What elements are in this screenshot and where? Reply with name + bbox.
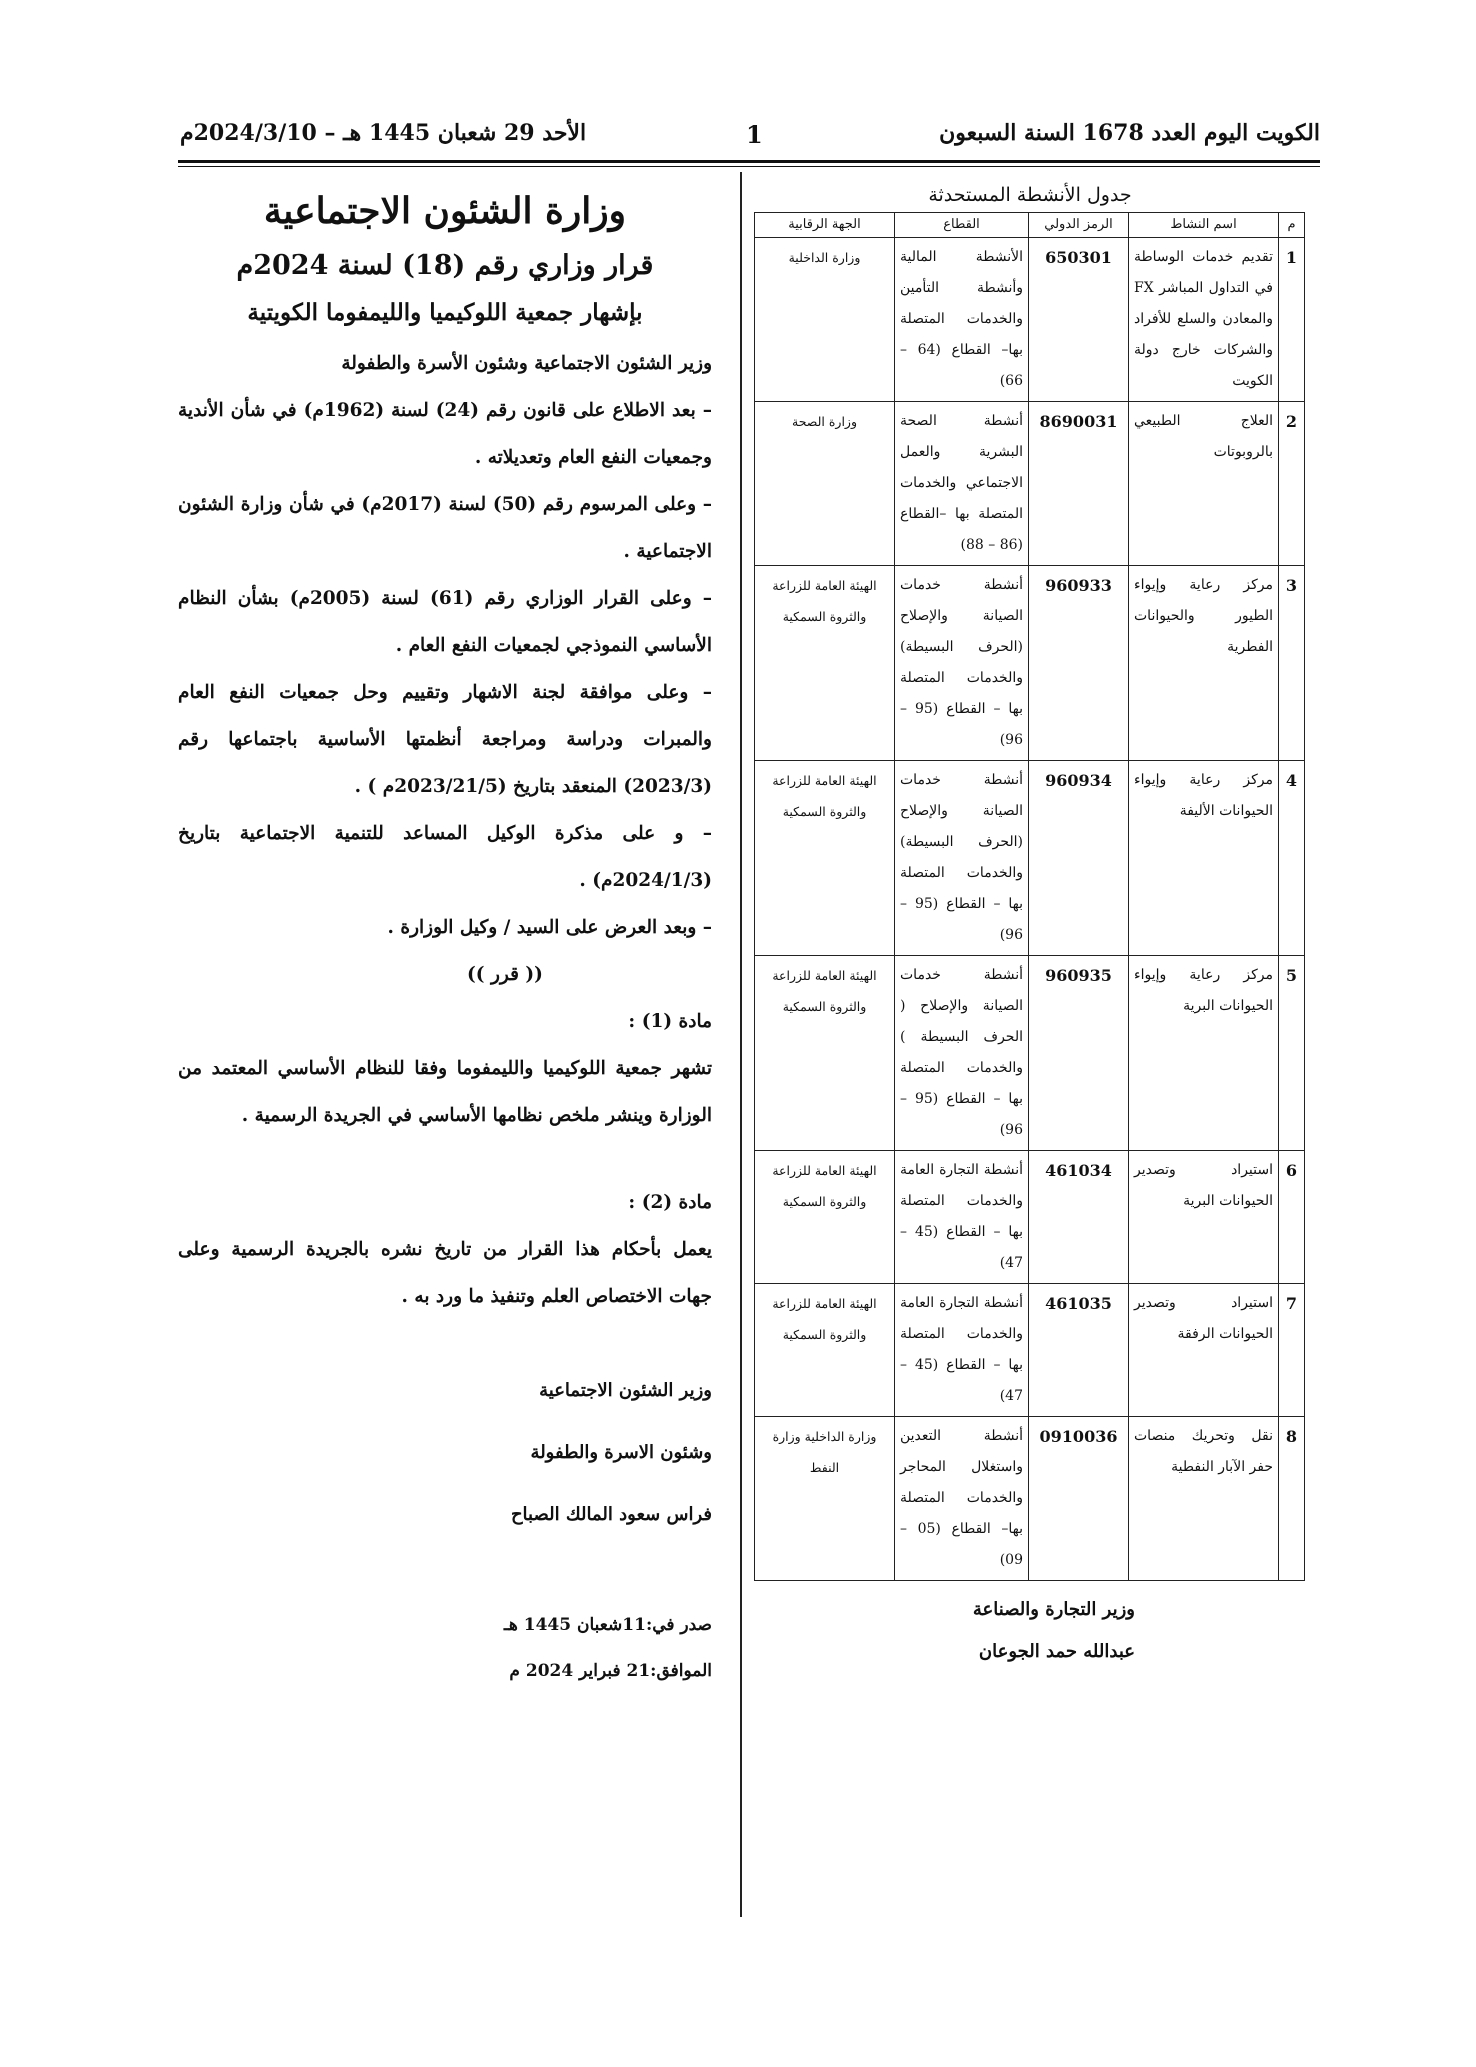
issue-dates bbox=[178, 1602, 712, 1694]
row-sector: أنشطة التجارة العامة والخدمات المتصلة بها – القطاع (45 – 47) bbox=[895, 1151, 1029, 1284]
row-name: مركز رعاية وإيواء الحيوانات الأليفة bbox=[1129, 761, 1279, 956]
row-sector: أنشطة خدمات الصيانة والإصلاح ( الحرف البسيطة ) والخدمات المتصلة بها – القطاع (95 – 96) bbox=[895, 956, 1029, 1151]
recital: – وعلى المرسوم رقم (50) لسنة (2017م) في شأن وزارة الشئون الاجتماعية . bbox=[178, 494, 712, 562]
row-num: 7 bbox=[1279, 1284, 1305, 1417]
spacer bbox=[178, 1139, 712, 1179]
signature-line: وزير الشئون الاجتماعية bbox=[539, 1380, 712, 1401]
table-row bbox=[755, 566, 1305, 761]
article-2-title: مادة (2) : bbox=[628, 1192, 712, 1213]
row-name: العلاج الطبيعي بالروبوتات bbox=[1129, 402, 1279, 566]
row-authority: وزارة الصحة bbox=[755, 402, 895, 566]
row-num: 4 bbox=[1279, 761, 1305, 956]
header-authority: الجهة الرقابية bbox=[755, 213, 895, 238]
recital: – وعلى موافقة لجنة الاشهار وتقييم وحل جمعيات النفع العام والمبرات ودراسة ومراجعة أنظمتها الأساسية باجتماعها رقم (2023/3) المنعقد بتاريخ (2023/21/5م ) . bbox=[178, 682, 712, 797]
row-authority: وزارة الداخلية وزارة النفط bbox=[755, 1417, 895, 1581]
row-num: 3 bbox=[1279, 566, 1305, 761]
row-authority: وزارة الداخلية bbox=[755, 238, 895, 402]
row-code: 960934 bbox=[1029, 761, 1129, 956]
corresponding-date: الموافق:21 فبراير 2024 م bbox=[509, 1661, 712, 1681]
header-num: م bbox=[1279, 213, 1305, 238]
row-name: استيراد وتصدير الحيوانات البرية bbox=[1129, 1151, 1279, 1284]
signature-line: وشئون الاسرة والطفولة bbox=[530, 1442, 712, 1463]
table-row bbox=[755, 761, 1305, 956]
issued-date: صدر في:11شعبان 1445 هـ bbox=[503, 1615, 712, 1635]
signature-name: فراس سعود المالك الصباح bbox=[510, 1504, 712, 1525]
row-code: 650301 bbox=[1029, 238, 1129, 402]
recital: – وعلى القرار الوزاري رقم (61) لسنة (2005م) بشأن النظام الأساسي النموذجي لجمعيات النفع العام . bbox=[178, 588, 712, 656]
trade-minister-signature bbox=[755, 1589, 1305, 1673]
row-code: 461035 bbox=[1029, 1284, 1129, 1417]
row-code: 461034 bbox=[1029, 1151, 1129, 1284]
trade-minister-title: وزير التجارة والصناعة bbox=[972, 1599, 1135, 1620]
table-row bbox=[755, 1417, 1305, 1581]
row-authority: الهيئة العامة للزراعة والثروة السمكية bbox=[755, 566, 895, 761]
row-num: 2 bbox=[1279, 402, 1305, 566]
row-code: 960935 bbox=[1029, 956, 1129, 1151]
row-code: 8690031 bbox=[1029, 402, 1129, 566]
row-code: 0910036 bbox=[1029, 1417, 1129, 1581]
column-divider bbox=[740, 172, 742, 1917]
table-row bbox=[755, 238, 1305, 402]
row-code: 960933 bbox=[1029, 566, 1129, 761]
row-num: 1 bbox=[1279, 238, 1305, 402]
decides-line: (( قرر )) bbox=[467, 964, 543, 985]
row-name: نقل وتحريك منصات حفر الآبار النفطية bbox=[1129, 1417, 1279, 1581]
recital: – بعد الاطلاع على قانون رقم (24) لسنة (1962م) في شأن الأندية وجمعيات النفع العام وتعديلاته . bbox=[178, 400, 713, 468]
decree-subject: بإشهار جمعية اللوكيميا والليمفوما الكويتية bbox=[247, 299, 643, 326]
recital: – وبعد العرض على السيد / وكيل الوزارة . bbox=[387, 917, 712, 938]
row-name: استيراد وتصدير الحيوانات الرفقة bbox=[1129, 1284, 1279, 1417]
activities-table bbox=[754, 212, 1305, 1581]
article-1-title: مادة (1) : bbox=[628, 1011, 712, 1032]
header-rule-thin bbox=[178, 166, 1320, 167]
table-header-row bbox=[755, 213, 1305, 238]
header-name: اسم النشاط bbox=[1129, 213, 1279, 238]
table-row bbox=[755, 1151, 1305, 1284]
ministry-heading: وزارة الشئون الاجتماعية bbox=[263, 190, 627, 232]
header-code: الرمز الدولي bbox=[1029, 213, 1129, 238]
recital: – و على مذكرة الوكيل المساعد للتنمية الاجتماعية بتاريخ (2024/1/3م) . bbox=[178, 823, 712, 891]
row-num: 5 bbox=[1279, 956, 1305, 1151]
decree-title: قرار وزاري رقم (18) لسنة 2024م bbox=[236, 250, 654, 281]
row-sector: أنشطة التجارة العامة والخدمات المتصلة بها – القطاع (45 – 47) bbox=[895, 1284, 1029, 1417]
social-minister-signature bbox=[178, 1360, 712, 1546]
row-sector: أنشطة الصحة البشرية والعمل الاجتماعي والخدمات المتصلة بها –القطاع (86 – 88) bbox=[895, 402, 1029, 566]
article-2-text: يعمل بأحكام هذا القرار من تاريخ نشره بالجريدة الرسمية وعلى جهات الاختصاص العلم وتنفيذ ما ورد به . bbox=[178, 1239, 712, 1307]
row-num: 6 bbox=[1279, 1151, 1305, 1284]
row-name: تقديم خدمات الوساطة في التداول المباشر FX والمعادن والسلع للأفراد والشركات خارج دولة الكويت bbox=[1129, 238, 1279, 402]
row-sector: أنشطة خدمات الصيانة والإصلاح (الحرف البسيطة) والخدمات المتصلة بها – القطاع (95 – 96) bbox=[895, 566, 1029, 761]
page-header bbox=[180, 120, 1320, 156]
table-row bbox=[755, 402, 1305, 566]
table-title: جدول الأنشطة المستحدثة bbox=[928, 184, 1132, 206]
row-sector: أنشطة التعدين واستغلال المحاجر والخدمات المتصلة بها– القطاع (05 – 09) bbox=[895, 1417, 1029, 1581]
row-name: مركز رعاية وإيواء الطيور والحيوانات الفطرية bbox=[1129, 566, 1279, 761]
page-number: 1 bbox=[746, 120, 763, 149]
article-1-text: تشهر جمعية اللوكيميا والليمفوما وفقا للنظام الأساسي المعتمد من الوزارة وينشر ملخص نظامها الأساسي في الجريدة الرسمية . bbox=[178, 1058, 712, 1126]
row-num: 8 bbox=[1279, 1417, 1305, 1581]
trade-minister-name: عبدالله حمد الجوعان bbox=[978, 1641, 1135, 1662]
table-row bbox=[755, 956, 1305, 1151]
table-row bbox=[755, 1284, 1305, 1417]
header-issue: الكويت اليوم العدد 1678 السنة السبعون bbox=[939, 120, 1320, 146]
row-name: مركز رعاية وإيواء الحيوانات البرية bbox=[1129, 956, 1279, 1151]
header-rule-thick bbox=[178, 160, 1320, 163]
row-authority: الهيئة العامة للزراعة والثروة السمكية bbox=[755, 761, 895, 956]
row-authority: الهيئة العامة للزراعة والثروة السمكية bbox=[755, 956, 895, 1151]
header-date: الأحد 29 شعبان 1445 هـ – 2024/3/10م bbox=[180, 120, 587, 146]
row-sector: أنشطة خدمات الصيانة والإصلاح (الحرف البسيطة) والخدمات المتصلة بها – القطاع (95 – 96) bbox=[895, 761, 1029, 956]
activities-column bbox=[755, 180, 1305, 1673]
preamble-line: وزير الشئون الاجتماعية وشئون الأسرة والطفولة bbox=[341, 353, 712, 374]
row-authority: الهيئة العامة للزراعة والثروة السمكية bbox=[755, 1284, 895, 1417]
row-sector: الأنشطة المالية وأنشطة التأمين والخدمات المتصلة بها– القطاع (64 – 66) bbox=[895, 238, 1029, 402]
header-sector: القطاع bbox=[895, 213, 1029, 238]
row-authority: الهيئة العامة للزراعة والثروة السمكية bbox=[755, 1151, 895, 1284]
decree-body bbox=[178, 340, 712, 1320]
decree-column bbox=[178, 180, 712, 1694]
